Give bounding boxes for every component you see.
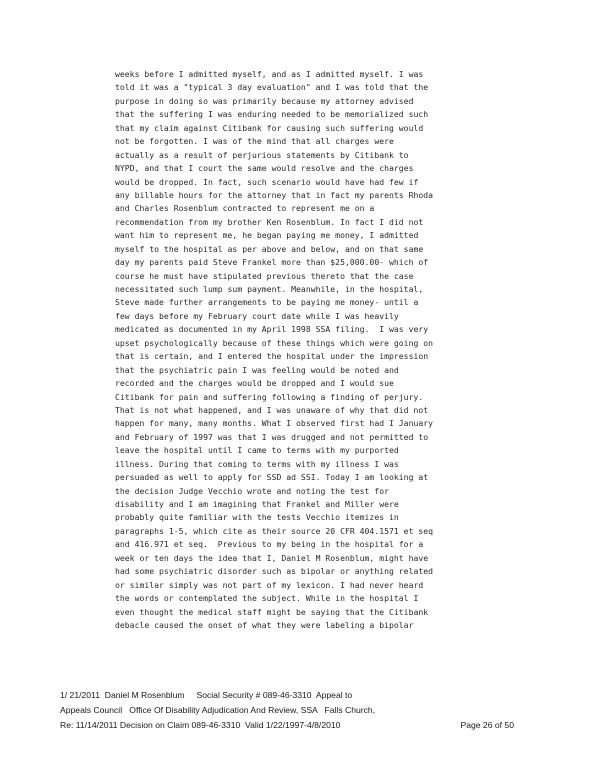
text-line: that my claim against Citibank for causing such suffering would — [115, 122, 424, 133]
text-line: Citibank for pain and suffering following a finding of perjury. — [115, 391, 424, 402]
text-line: and Charles Rosenblum contracted to represent me on a — [115, 203, 375, 214]
footer-line-3 — [60, 718, 514, 733]
text-line: any billable hours for the attorney that in fact my parents Rhoda — [115, 189, 434, 200]
text-line: myself to the hospital as per above and below, and on that same — [115, 243, 424, 254]
footer-line-1: 1/ 21/2011 Daniel M Rosenblum Social Security # 089-46-3310 Appeal to — [60, 690, 353, 700]
text-line: actually as a result of perjurious statements by Citibank to — [115, 149, 409, 160]
text-line: and February of 1997 was that I was drugged and not permitted to — [115, 431, 429, 442]
text-line: not be forgotten. I was of the mind that all charges were — [115, 136, 394, 147]
text-line: the words or contemplated the subject. While in the hospital I — [115, 593, 419, 604]
page-footer — [60, 688, 560, 733]
text-line: had some psychiatric disorder such as bipolar or anything related — [115, 566, 434, 577]
text-line: NYPD, and that I court the same would resolve and the charges — [115, 163, 414, 174]
text-line: necessitated such lump sum payment. Meanwhile, in the hospital, — [115, 284, 424, 294]
footer-line-2: Appeals Council Office Of Disability Adjudication And Review, SSA Falls Church, — [60, 705, 376, 715]
text-line: week or ten days the idea that I, Daniel M Rosenblum, might have — [115, 552, 429, 563]
text-line: that the suffering I was enduring needed to be memorialized such — [115, 109, 429, 120]
text-line: paragraphs 1-5, which cite as their source 20 CFR 404.1571 et seq — [115, 525, 434, 536]
text-line: debacle caused the onset of what they were labeling a bipolar — [115, 619, 414, 630]
text-line: purpose in doing so was primarily because my attorney advised — [115, 95, 414, 106]
text-line: illness. During that coming to terms with my illness I was — [115, 458, 399, 469]
text-line: recommendation from my brother Ken Rosenblum. In fact I did not — [115, 216, 424, 227]
text-line: Steve made further arrangements to be paying me money- until a — [115, 297, 419, 308]
text-line: happen for many, many months. What I observed first had I January — [115, 418, 434, 429]
text-line: that is certain, and I entered the hospital under the impression — [115, 351, 429, 362]
text-line: That is not what happened, and I was unaware of why that did not — [115, 404, 429, 415]
text-line: told it was a "typical 3 day evaluation" and I was told that the — [115, 82, 429, 93]
text-line: weeks before I admitted myself, and as I admitted myself. I was — [115, 69, 424, 79]
text-line: probably quite familiar with the tests Vecchio itemizes in — [115, 512, 399, 523]
text-line: and 416.971 et seq. Previous to my being in the hospital for a — [115, 539, 424, 550]
text-line: leave the hospital until I came to terms with my purported — [115, 445, 399, 456]
text-line: recorded and the charges would be dropped and I would sue — [115, 378, 394, 389]
text-line: even thought the medical staff might be saying that the Citibank — [115, 606, 429, 617]
text-line: medicated as documented in my April 1998 SSA filing. I was very — [115, 324, 429, 335]
text-line: disability and I am imagining that Frankel and Miller were — [115, 499, 399, 509]
text-line: upset psychologically because of these things which were going on — [115, 337, 434, 348]
text-line: course he must have stipulated previous thereto that the case — [115, 270, 414, 281]
text-line: few days before my February court date while I was heavily — [115, 310, 399, 321]
text-line: day my parents paid Steve Frankel more than $25,000.00- which of — [115, 257, 429, 268]
text-line: persuaded as well to apply for SSD ad SSI. Today I am looking at — [115, 472, 429, 483]
text-line: or similar simply was not part of my lexicon. I had never heard — [115, 579, 424, 590]
text-line: would be dropped. In fact, such scenario would have had few if — [115, 176, 419, 187]
footer-case-info: Re: 11/14/2011 Decision on Claim 089-46-3310 Valid 1/22/1997-4/8/2010 — [60, 720, 341, 730]
text-line: the decision Judge Vecchio wrote and noting the test for — [115, 485, 389, 496]
body-text — [115, 68, 555, 632]
text-line: that the psychiatric pain I was feeling would be noted and — [115, 364, 399, 375]
text-line: want him to represent me, he began paying me money, I admitted — [115, 230, 419, 241]
page-number: Page 26 of 50 — [460, 720, 514, 730]
